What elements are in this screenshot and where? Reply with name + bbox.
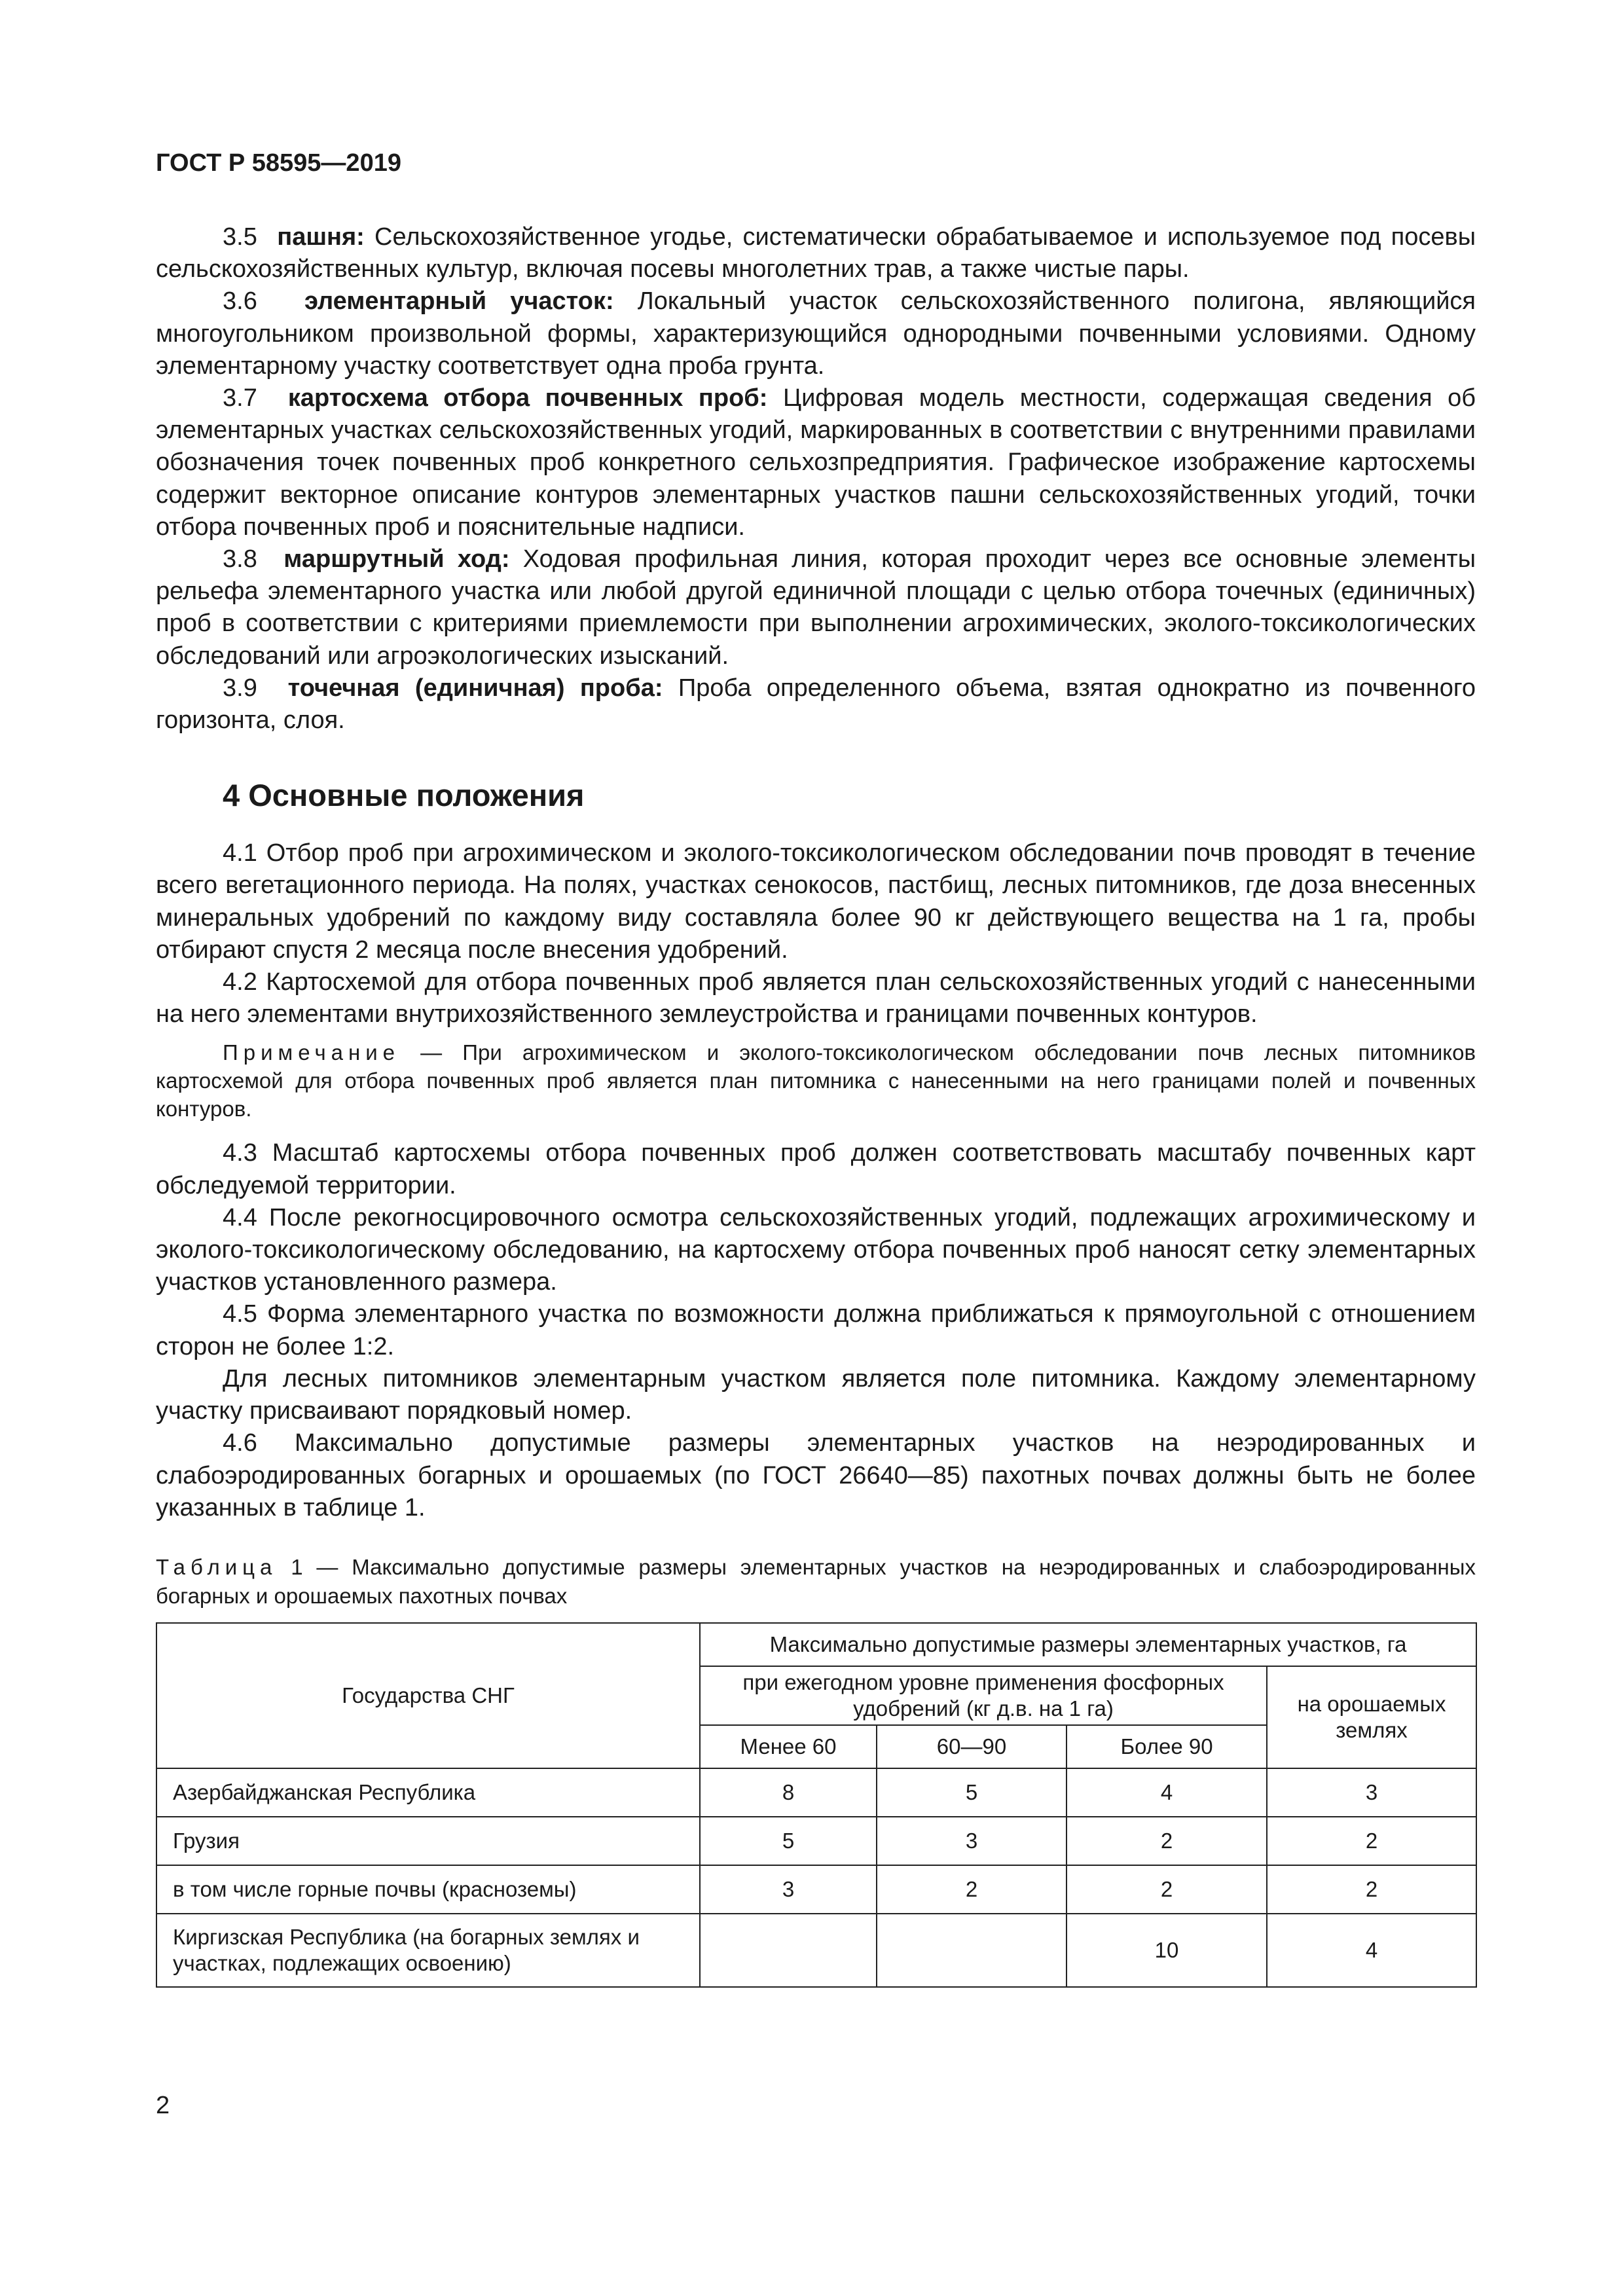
element-plot-size-table: [156, 1622, 1477, 1988]
header-less-60: Менее 60: [700, 1725, 877, 1768]
paragraph-4-1: 4.1 Отбор проб при агрохимическом и эколого-токсикологическом обследовании почв проводят в течение всего вегетационного периода. На полях, участках сенокосов, пастбищ, лесных питомников, где доза внесенных минеральных удобрений по каждому виду составляла более 90 кг действующего вещества на 1 га, пробы отбирают спустя 2 месяца после внесения удобрений.: [156, 839, 1476, 964]
cell-less-60: 5: [700, 1817, 877, 1865]
table-caption-text: 1 — Максимально допустимые размеры элементарных участков на неэродированных и слабоэродированных богарных и орошаемых пахотных почвах: [156, 1554, 1476, 1608]
definition-text: Локальный участок сельскохозяйственного полигона, являющийся многоугольником произвольной формы, характеризующийся однородными почвенными условиями. Одному элементарному участку соответствует одна проба грунта.: [156, 287, 1476, 380]
definition-text: Проба определенного объема, взятая однократно из почвенного горизонта, слоя.: [156, 674, 1476, 735]
cell-state: Грузия: [156, 1817, 700, 1865]
definition-3-6: [156, 285, 1476, 382]
definition-text: Сельскохозяйственное угодье, систематически обрабатываемое и используемое под посевы сельскохозяйственных культур, включая посевы многолетних трав, а также чистые пары.: [156, 223, 1476, 283]
definition-text: Ходовая профильная линия, которая проходит через все основные элементы рельефа элементарного участка или любой другой единичной площади с целью отбора точечных (единичных) проб в соответствии с критериями приемлемости при выполнении агрохимических, эколого-токсикологических обследований или агроэкологических изысканий.: [156, 545, 1476, 670]
paragraph-4-3: 4.3 Масштаб картосхемы отбора почвенных проб должен соответствовать масштабу почвенных карт обследуемой территории.: [156, 1139, 1476, 1199]
cell-irrigated: 2: [1267, 1865, 1476, 1914]
table-caption-label: Таблица: [156, 1554, 278, 1579]
paragraph-4-6: 4.6 Максимально допустимые размеры элементарных участков на неэродированных и слабоэродированных богарных и орошаемых (по ГОСТ 26640—85) пахотных почвах должны быть не более указанных в таблице 1.: [156, 1429, 1476, 1522]
header-annual-level: при ежегодном уровне применения фосфорных удобрений (кг д.в. на 1 га): [700, 1666, 1267, 1725]
note: [156, 1038, 1476, 1123]
header-states: Государства СНГ: [156, 1623, 700, 1768]
table-caption: [156, 1553, 1476, 1611]
header-irrigated: на орошаемых землях: [1267, 1666, 1476, 1768]
definition-3-5: [156, 221, 1476, 285]
cell-irrigated: 2: [1267, 1817, 1476, 1865]
table-row: [156, 1865, 1476, 1914]
definition-term: элементарный участок:: [304, 287, 614, 316]
paragraph-4-2: 4.2 Картосхемой для отбора почвенных проб является план сельскохозяйственных угодий с нанесенными на него элементами внутрихозяйственного землеустройства и границами почвенных контуров.: [156, 968, 1476, 1029]
cell-60-90: 3: [877, 1817, 1067, 1865]
table-row: [156, 1768, 1476, 1817]
cell-state: Киргизская Республика (на богарных землях и участках, подлежащих освоению): [156, 1914, 700, 1987]
section-title: 4 Основные положения: [223, 778, 585, 813]
definition-3-8: [156, 543, 1476, 672]
note-text: — При агрохимическом и эколого-токсикологическом обследовании почв лесных питомников картосхемой для отбора почвенных проб является план питомника с нанесенными на него границами полей и почвенных контуров.: [156, 1040, 1476, 1121]
note-label: Примечание: [223, 1040, 401, 1065]
definition-number: 3.8: [223, 545, 257, 574]
definition-term: пашня:: [277, 223, 365, 251]
cell-state: в том числе горные почвы (красноземы): [156, 1865, 700, 1914]
paragraph-4-4: 4.4 После рекогносцировочного осмотра сельскохозяйственных угодий, подлежащих агрохимическому и эколого-токсикологическому обследованию, на картосхему отбора почвенных проб наносят сетку элементарных участков установленного размера.: [156, 1203, 1476, 1296]
cell-irrigated: 4: [1267, 1914, 1476, 1987]
header-max-size: Максимально допустимые размеры элементарных участков, га: [700, 1623, 1476, 1666]
cell-more-90: 2: [1067, 1817, 1267, 1865]
document-code: ГОСТ Р 58595—2019: [156, 149, 401, 177]
header-60-90: 60—90: [877, 1725, 1067, 1768]
definition-term: точечная (единичная) проба:: [287, 674, 663, 702]
cell-state: Азербайджанская Республика: [156, 1768, 700, 1817]
cell-60-90: [877, 1914, 1067, 1987]
cell-more-90: 4: [1067, 1768, 1267, 1817]
definition-number: 3.5: [223, 223, 257, 251]
cell-60-90: 5: [877, 1768, 1067, 1817]
header-more-90: Более 90: [1067, 1725, 1267, 1768]
definition-3-7: [156, 382, 1476, 543]
definition-number: 3.7: [223, 384, 257, 412]
cell-more-90: 10: [1067, 1914, 1267, 1987]
page-number: 2: [156, 2092, 170, 2119]
definition-term: маршрутный ход:: [283, 545, 510, 574]
cell-more-90: 2: [1067, 1865, 1267, 1914]
cell-less-60: 3: [700, 1865, 877, 1914]
cell-less-60: 8: [700, 1768, 877, 1817]
document-body: [156, 221, 1476, 1988]
paragraph-4-5-continued: Для лесных питомников элементарным участком является поле питомника. Каждому элементарному участку присваивают порядковый номер.: [156, 1364, 1476, 1425]
paragraph-4-5: 4.5 Форма элементарного участка по возможности должна приближаться к прямоугольной с отношением сторон не более 1:2.: [156, 1300, 1476, 1360]
cell-60-90: 2: [877, 1865, 1067, 1914]
definition-text: Цифровая модель местности, содержащая сведения об элементарных участках сельскохозяйственных угодий, маркированных в соответствии с внутренними правилами обозначения точек почвенных проб конкретного сельхозпредприятия. Графическое изображение картосхемы содержит векторное описание контуров элементарных участков пашни сельскохозяйственных угодий, точки отбора почвенных проб и пояснительные надписи.: [156, 384, 1476, 541]
definition-term: картосхема отбора почвенных проб:: [287, 384, 768, 412]
definition-number: 3.9: [223, 674, 257, 702]
definition-number: 3.6: [223, 287, 257, 316]
cell-irrigated: 3: [1267, 1768, 1476, 1817]
definition-3-9: [156, 672, 1476, 737]
table-row: [156, 1817, 1476, 1865]
table-row: [156, 1914, 1476, 1987]
cell-less-60: [700, 1914, 877, 1987]
